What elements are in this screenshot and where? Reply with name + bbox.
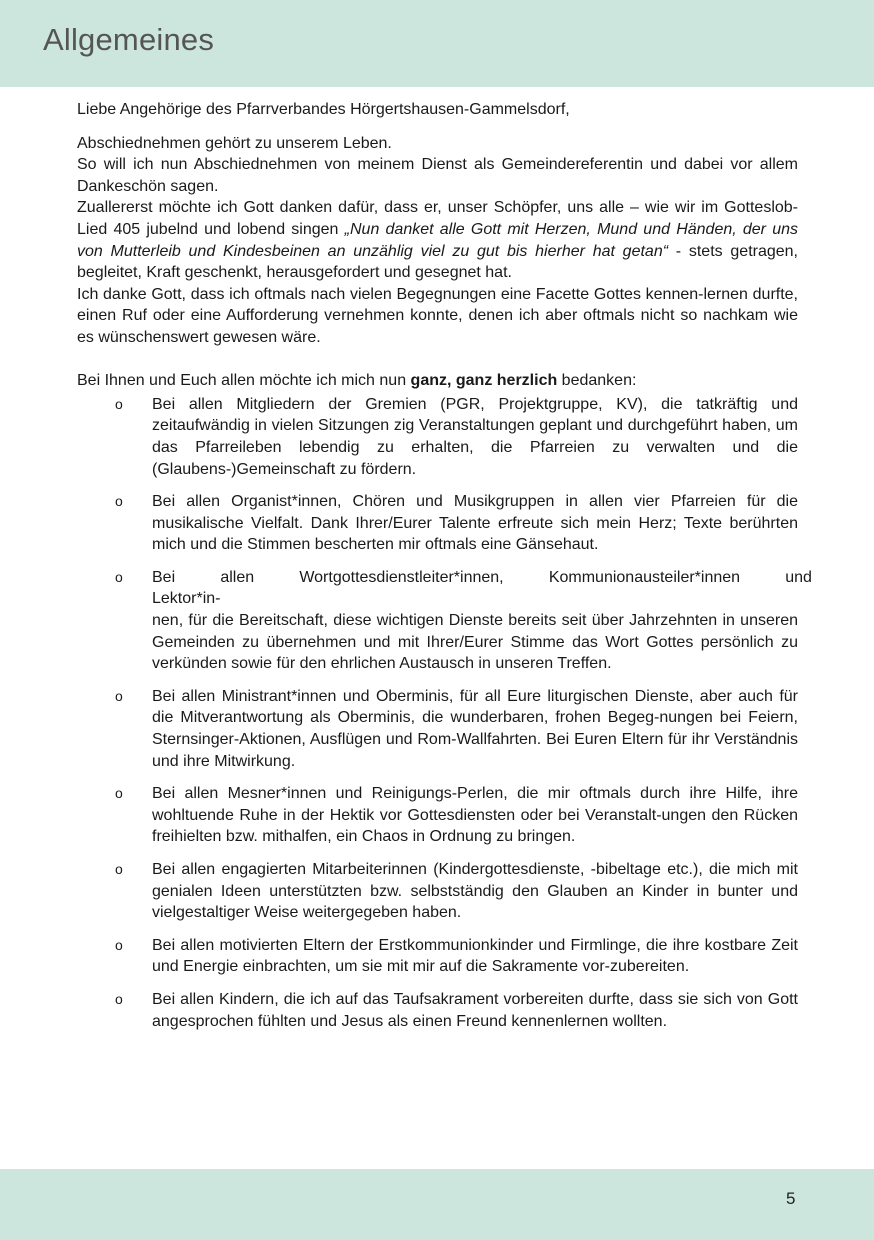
list-item-word: und	[785, 568, 812, 586]
list-item-word: Bei	[152, 568, 176, 586]
thanks-intro-text: Bei Ihnen und Euch allen möchte ich mich nun	[77, 372, 411, 390]
list-item-text: Bei allen Organist*innen, Chören und Musikgruppen in allen vier Pfarreien für die musikalische Vielfalt. Dank Ihrer/Eurer Talente erfreute sich mein Herz; Texte berührten mich und die Stimmen bescherten mir oftmals eine Gänsehaut.	[152, 493, 798, 554]
list-item	[77, 935, 798, 978]
paragraph-encounters: Ich danke Gott, dass ich oftmals nach vielen Begegnungen eine Facette Gottes kennen-lernen durfte, einen Ruf oder eine Aufforderung vernehmen konnte, denen ich aber oftmals nicht so nachkam wie es wünschenswert gewesen wäre.	[77, 285, 798, 346]
paragraph-text: - stets getragen, begleitet, Kraft geschenkt, herausgefordert und gesegnet hat.	[77, 242, 799, 282]
list-item-text: Bei allen Mesner*innen und Reinigungs-Perlen, die mir oftmals durch ihre Hilfe, ihre wohltuende Ruhe in der Hektik vor Gottesdiensten oder bei Veranstalt-ungen den Rücken freihielten bzw. mithalfen, ein Chaos in Ordnung zu bringen.	[152, 785, 798, 846]
list-item-text: Bei allen motivierten Eltern der Erstkommunionkinder und Firmlinge, die ihre kostbare Zeit und Energie einbrachten, um sie mit mir auf die Sakramente vor-zubereiten.	[152, 936, 798, 976]
list-item	[77, 783, 798, 848]
greeting: Liebe Angehörige des Pfarrverbandes Hörgertshausen-Gammelsdorf,	[77, 101, 570, 118]
list-item-word: Kommunionausteiler*innen	[548, 568, 741, 586]
thanks-intro-emphasis: ganz, ganz herzlich	[410, 372, 558, 390]
list-item-line: Lektor*in-	[152, 590, 221, 608]
bullet-icon: o	[115, 395, 123, 412]
bullet-icon: o	[115, 861, 123, 877]
paragraph-farewell-line2: So will ich nun Abschiednehmen von meinem Dienst als Gemeindereferentin und dabei vor allem Dankeschön sagen.	[77, 156, 798, 195]
letter-body	[77, 99, 812, 1043]
list-item-word: Wortgottesdienstleiter*innen,	[299, 568, 504, 586]
paragraph-farewell-line1: Abschiednehmen gehört zu unserem Leben.	[77, 134, 392, 152]
list-item-text: Bei allen Ministrant*innen und Oberminis, für all Eure liturgischen Dienste, aber auch für die Mitverantwortung als Oberminis, die wunderbaren, frohen Begeg-nungen bei Feiern, Sternsinger-Aktionen, Ausflügen und Rom-Wallfahrten. Bei Euren Eltern für ihr Verständnis und ihre Mitwirkung.	[152, 687, 798, 770]
bullet-icon: o	[115, 785, 123, 802]
thanks-list	[77, 394, 812, 1032]
list-item	[77, 989, 798, 1032]
page-number: 5	[786, 1189, 796, 1208]
paragraph-thanks-god	[77, 197, 798, 283]
paragraph-text: Zuallererst möchte ich Gott danken dafür, dass er, unser Schöpfer, uns alle – wie wir im Gotteslob-Lied 405 jubelnd und lobend singen	[77, 199, 798, 238]
list-item	[77, 567, 812, 675]
list-item-wide-line	[152, 567, 812, 589]
list-item	[77, 859, 798, 924]
list-item	[77, 394, 798, 480]
thanks-intro-text: bedanken:	[557, 372, 637, 390]
list-item	[77, 686, 798, 772]
list-item-text: nen, für die Bereitschaft, diese wichtigen Dienste bereits seit über Jahrzehnten in unseren Gemeinden zu übernehmen und mit Ihrer/Eurer Stimme das Wort Gottes persönlich zu verkünden sowie für den ehrlichen Austausch in unseren Treffen.	[152, 612, 798, 673]
bullet-icon: o	[115, 990, 123, 1007]
list-item-text: Bei allen Mitgliedern der Gremien (PGR, Projektgruppe, KV), die tatkräftig und zeitaufwändig in vielen Sitzungen zig Veranstaltungen geplant und durchgeführt haben, um das Pfarreileben lebendig zu erhalten, die Pfarreien zu verwalten und die (Glaubens-)Gemeinschaft zu fördern.	[152, 395, 798, 478]
page-title: Allgemeines	[43, 22, 215, 57]
hymn-quote: „Nun danket alle Gott mit Herzen, Mund und Händen, der uns von Mutterleib und Kindesbeinen an unzählig viel zu gut bis hierher hat getan“	[77, 220, 799, 260]
thanks-intro	[77, 370, 798, 392]
bullet-icon: o	[115, 687, 123, 704]
bullet-icon: o	[115, 936, 123, 953]
bullet-icon: o	[115, 493, 123, 510]
list-item-text: Bei allen Kindern, die ich auf das Taufsakrament vorbereiten durfte, dass sie sich von Gott angesprochen fühlten und Jesus als einen Freund kennenlernen wollten.	[152, 990, 798, 1030]
list-item-word: allen	[220, 568, 255, 586]
header-band	[0, 0, 874, 87]
bullet-icon: o	[115, 568, 123, 585]
list-item	[77, 491, 798, 556]
footer-band	[0, 1169, 874, 1240]
list-item-text: Bei allen engagierten Mitarbeiterinnen (Kindergottesdienste, -bibeltage etc.), die mich mit genialen Ideen unterstützten bzw. selbstständig den Glauben an Kinder in bunter und vielgestaltiger Weise weitergegeben haben.	[152, 861, 798, 922]
